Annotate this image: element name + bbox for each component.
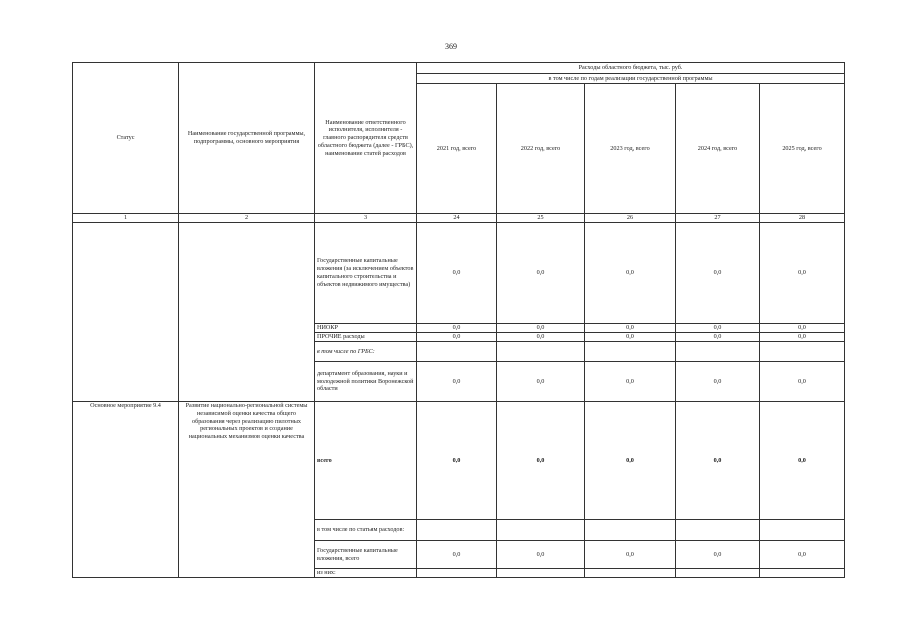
row-label: ПРОЧИЕ расходы	[315, 333, 417, 342]
value-cell	[497, 520, 585, 541]
measure-status: Основное мероприятие 9.4	[73, 402, 179, 578]
col-number: 26	[585, 214, 676, 223]
page-number: 369	[445, 42, 457, 51]
value-cell: 0,0	[676, 362, 760, 402]
budget-table	[72, 62, 845, 578]
value-cell	[676, 342, 760, 362]
value-cell: 0,0	[760, 223, 845, 324]
header-budget: Расходы областного бюджета, тыс. руб.	[417, 63, 845, 74]
value-cell	[417, 520, 497, 541]
value-cell: 0,0	[417, 362, 497, 402]
value-cell: 0,0	[497, 333, 585, 342]
value-cell: 0,0	[676, 402, 760, 520]
measure-name: Развитие национально-региональной системы независимой оценки качества общего образования через реализацию пилотных региональных проектов и создание национальных механизмов оценки качества	[179, 402, 315, 578]
header-year-2024: 2024 год, всего	[676, 84, 760, 214]
value-cell	[585, 520, 676, 541]
table-row	[73, 402, 845, 520]
header-executor: Наименование ответственного исполнителя, исполнителя - главного распорядителя средств областного бюджета (далее - ГРБС), наименование статей расходов	[315, 63, 417, 214]
col-number: 1	[73, 214, 179, 223]
row-label: всего	[315, 402, 417, 520]
value-cell: 0,0	[417, 324, 497, 333]
value-cell: 0,0	[417, 541, 497, 569]
row-label: департамент образования, науки и молодежной политики Воронежской области	[315, 362, 417, 402]
col-number: 24	[417, 214, 497, 223]
value-cell	[497, 342, 585, 362]
value-cell: 0,0	[417, 223, 497, 324]
row-label: в том числе по ГРБС:	[315, 342, 417, 362]
col-number: 2	[179, 214, 315, 223]
col-number: 3	[315, 214, 417, 223]
value-cell	[585, 569, 676, 578]
value-cell	[585, 342, 676, 362]
value-cell: 0,0	[760, 333, 845, 342]
col-number: 25	[497, 214, 585, 223]
header-year-2021: 2021 год, всего	[417, 84, 497, 214]
value-cell: 0,0	[760, 324, 845, 333]
program-cell-empty	[179, 223, 315, 402]
value-cell	[497, 569, 585, 578]
value-cell	[676, 520, 760, 541]
value-cell	[760, 342, 845, 362]
value-cell: 0,0	[497, 362, 585, 402]
value-cell: 0,0	[585, 324, 676, 333]
value-cell: 0,0	[585, 223, 676, 324]
header-year-2025: 2025 год, всего	[760, 84, 845, 214]
header-program-name: Наименование государственной программы, подпрограммы, основного мероприятия	[179, 63, 315, 214]
value-cell: 0,0	[417, 402, 497, 520]
col-number: 27	[676, 214, 760, 223]
row-label: Государственные капитальные вложения, всего	[315, 541, 417, 569]
value-cell: 0,0	[497, 324, 585, 333]
value-cell: 0,0	[676, 223, 760, 324]
value-cell	[760, 569, 845, 578]
value-cell: 0,0	[497, 223, 585, 324]
header-status: Статус	[73, 63, 179, 214]
value-cell	[417, 569, 497, 578]
value-cell: 0,0	[585, 541, 676, 569]
value-cell	[676, 569, 760, 578]
status-cell-empty	[73, 223, 179, 402]
value-cell: 0,0	[676, 324, 760, 333]
value-cell: 0,0	[760, 402, 845, 520]
col-number: 28	[760, 214, 845, 223]
row-label: НИОКР	[315, 324, 417, 333]
value-cell	[760, 520, 845, 541]
row-label: Государственные капитальные вложения (за исключением объектов капитального строительства и объектов недвижимого имущества)	[315, 223, 417, 324]
header-by-years: в том числе по годам реализации государственной программы	[417, 74, 845, 84]
row-label: из них:	[315, 569, 417, 578]
value-cell: 0,0	[497, 402, 585, 520]
header-year-2023: 2023 год, всего	[585, 84, 676, 214]
value-cell: 0,0	[585, 362, 676, 402]
value-cell: 0,0	[585, 333, 676, 342]
header-year-2022: 2022 год, всего	[497, 84, 585, 214]
value-cell: 0,0	[585, 402, 676, 520]
value-cell	[417, 342, 497, 362]
row-label: в том числе по статьям расходов:	[315, 520, 417, 541]
value-cell: 0,0	[417, 333, 497, 342]
value-cell: 0,0	[760, 541, 845, 569]
value-cell: 0,0	[676, 541, 760, 569]
value-cell: 0,0	[676, 333, 760, 342]
value-cell: 0,0	[760, 362, 845, 402]
table-row	[73, 223, 845, 324]
value-cell: 0,0	[497, 541, 585, 569]
